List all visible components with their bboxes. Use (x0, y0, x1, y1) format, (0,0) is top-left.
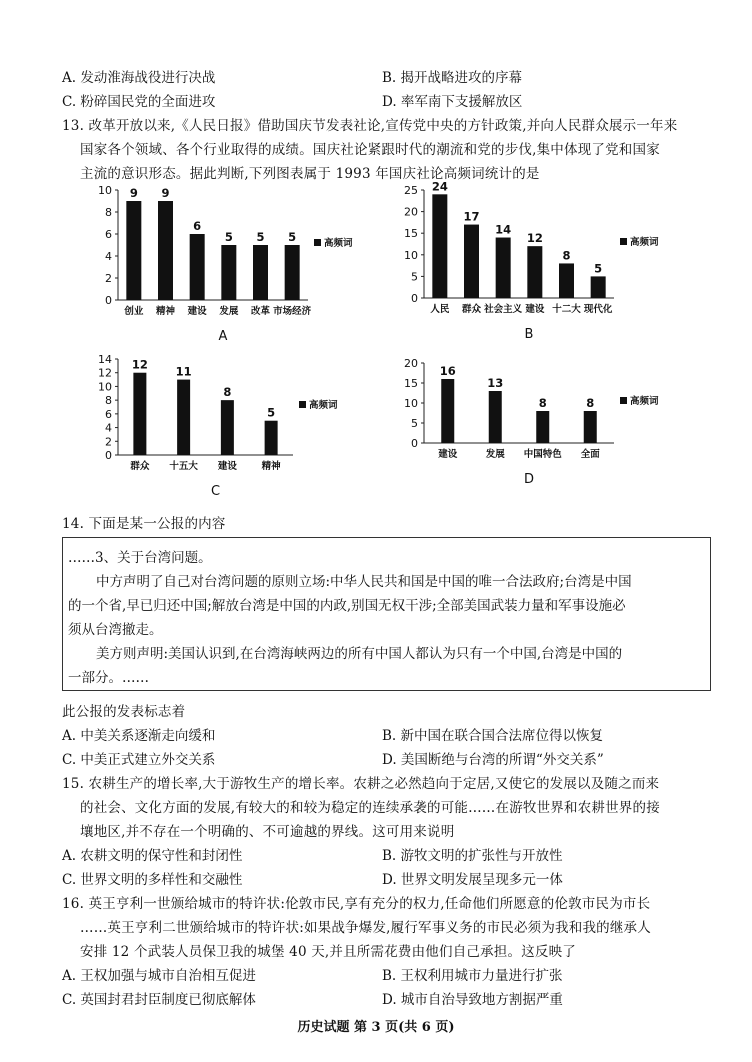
bar (591, 276, 606, 298)
y-tick-label: 15 (404, 227, 418, 241)
data-label: 16 (439, 364, 456, 378)
category-label: 群众 (130, 461, 150, 472)
category-label: 精神 (155, 306, 176, 317)
category-label: 建设 (217, 461, 237, 472)
bar (536, 411, 549, 443)
category-label: 十五大 (169, 461, 198, 472)
communique-line-1: ……3、关于台湾问题。 (68, 550, 212, 566)
panel-letter: A (218, 329, 228, 344)
bar (177, 380, 190, 455)
category-label: 中国特色 (523, 449, 562, 460)
q13-line-3: 主流的意识形态。据此判断,下列图表属于 1993 年国庆社论高频词统计的是 (80, 166, 540, 182)
y-tick-label: 10 (98, 184, 112, 197)
q15-line-1: 15. 农耕生产的增长率,大于游牧生产的增长率。农耕之必然趋向于定居,又使它的发展以及随之而来 (62, 776, 660, 792)
q16-option-d: D. 城市自治导致地方割据严重 (382, 992, 563, 1008)
communique-line-5: 美方则声明:美国认识到,在台湾海峡两边的所有中国人都认为只有一个中国,台湾是中国的 (96, 646, 623, 662)
bar (253, 245, 268, 300)
y-tick-label: 15 (404, 377, 418, 390)
q14-option-d: D. 美国断绝与台湾的所谓“外交关系” (382, 752, 604, 768)
data-label: 5 (594, 261, 603, 276)
y-tick-label: 8 (105, 394, 112, 408)
y-tick-label: 0 (105, 449, 112, 462)
bar (527, 246, 542, 298)
q15-line-3: 壤地区,并不存在一个明确的、不可逾越的界线。这可用来说明 (80, 824, 455, 840)
bar (464, 225, 479, 298)
q12-option-a: A. 发动淮海战役进行决战 (62, 70, 216, 86)
panel-letter: D (523, 472, 535, 487)
communique-line-6: 一部分。…… (68, 670, 149, 686)
bar (190, 234, 205, 300)
legend-label: 高频词 (324, 238, 353, 249)
category-label: 十二大 (552, 304, 581, 315)
q16-option-c: C. 英国封君封臣制度已彻底解体 (62, 992, 256, 1008)
q12-option-d: D. 率军南下支援解放区 (382, 94, 523, 110)
chart-d (396, 350, 706, 500)
category-label: 群众 (461, 304, 482, 315)
bar (559, 263, 574, 298)
q16-option-b: B. 王权利用城市力量进行扩张 (382, 968, 563, 984)
data-label: 8 (586, 396, 595, 410)
chart-b (396, 180, 706, 345)
panel-letter: C (210, 484, 221, 499)
bar (441, 379, 454, 443)
data-label: 13 (487, 376, 504, 390)
data-label: 8 (538, 396, 547, 410)
bar (221, 245, 236, 300)
y-tick-label: 5 (411, 417, 418, 430)
q14-option-a: A. 中美关系逐渐走向缓和 (62, 728, 216, 744)
y-tick-label: 0 (411, 437, 418, 450)
data-label: 12 (131, 357, 148, 372)
y-tick-label: 6 (105, 228, 112, 241)
q14-option-b: B. 新中国在联合国合法席位得以恢复 (382, 728, 604, 744)
page-footer: 历史试题 第 3 页(共 6 页) (297, 1020, 455, 1035)
q14-title: 14. 下面是某一公报的内容 (62, 516, 226, 532)
chart-c (90, 350, 400, 500)
q15-option-b: B. 游牧文明的扩张性与开放性 (382, 848, 563, 864)
y-tick-label: 2 (105, 435, 112, 449)
y-tick-label: 0 (411, 292, 418, 305)
category-label: 全面 (580, 449, 600, 460)
category-label: 精神 (261, 461, 281, 472)
category-label: 人民 (430, 304, 450, 315)
y-tick-label: 10 (98, 380, 112, 394)
communique-line-4: 须从台湾撤走。 (68, 622, 163, 638)
category-label: 发展 (485, 449, 505, 460)
y-tick-label: 6 (105, 407, 112, 421)
category-label: 发展 (219, 306, 239, 317)
y-tick-label: 10 (404, 248, 418, 262)
data-label: 8 (562, 248, 571, 263)
y-tick-label: 14 (98, 353, 112, 366)
q15-option-a: A. 农耕文明的保守性和封闭性 (62, 848, 243, 864)
category-label: 市场经济 (273, 306, 312, 317)
category-label: 建设 (187, 306, 207, 317)
data-label: 17 (463, 209, 480, 224)
chart-a (90, 180, 400, 345)
category-label: 社会主义 (484, 304, 523, 315)
q12-option-c: C. 粉碎国民党的全面进攻 (62, 94, 216, 110)
y-tick-label: 0 (105, 294, 112, 307)
data-label: 8 (223, 385, 232, 400)
q13-line-1: 13. 改革开放以来,《人民日报》借助国庆节发表社论,宣传党中央的方针政策,并向人民群众展示一年来 (62, 118, 678, 134)
y-tick-label: 20 (404, 205, 418, 219)
q14-option-c: C. 中美正式建立外交关系 (62, 752, 216, 768)
category-label: 建设 (438, 449, 458, 460)
data-label: 12 (526, 231, 543, 246)
legend-swatch (620, 397, 627, 404)
bar (489, 391, 502, 443)
y-tick-label: 10 (404, 397, 418, 410)
legend-label: 高频词 (630, 237, 659, 248)
legend-label: 高频词 (309, 400, 338, 411)
q16-option-a: A. 王权加强与城市自治相互促进 (62, 968, 256, 984)
data-label: 9 (129, 186, 138, 200)
y-tick-label: 20 (404, 357, 418, 370)
data-label: 6 (193, 219, 202, 233)
communique-line-3: 的一个省,早已归还中国;解放台湾是中国的内政,别国无权干涉;全部美国武装力量和军事设施必 (68, 598, 626, 614)
panel-letter: B (524, 327, 534, 342)
q15-line-2: 的社会、文化方面的发展,有较大的和较为稳定的连续承袭的可能……在游牧世界和农耕世界的接 (80, 800, 660, 816)
y-tick-label: 12 (98, 366, 112, 380)
category-label: 现代化 (583, 304, 613, 315)
category-label: 建设 (525, 304, 545, 315)
q12-option-b: B. 揭开战略进攻的序幕 (382, 70, 523, 86)
category-label: 改革 (250, 306, 271, 317)
q16-line-1: 16. 英王亨利一世颁给城市的特许状:伦敦市民,享有充分的权力,任命他们所愿意的伦敦市民为市长 (62, 896, 651, 912)
y-tick-label: 8 (105, 206, 112, 219)
data-label: 11 (175, 364, 192, 379)
q16-line-2: ……英王亨利二世颁给城市的特许状:如果战争爆发,履行军事义务的市民必须为我和我的继承人 (80, 920, 651, 936)
y-tick-label: 5 (411, 270, 418, 284)
data-label: 24 (431, 180, 448, 194)
bar (496, 238, 511, 298)
data-label: 5 (288, 230, 297, 244)
bar (285, 245, 300, 300)
bar (158, 201, 173, 300)
bar (432, 194, 447, 298)
data-label: 5 (224, 230, 233, 244)
bar (126, 201, 141, 300)
q14-stem: 此公报的发表标志着 (62, 704, 186, 720)
data-label: 9 (161, 186, 170, 200)
data-label: 5 (256, 230, 265, 244)
bar (221, 400, 234, 455)
bar (133, 373, 146, 455)
legend-swatch (299, 401, 306, 408)
q15-option-d: D. 世界文明发展呈现多元一体 (382, 872, 563, 888)
q13-line-2: 国家各个领域、各个行业取得的成绩。国庆社论紧跟时代的潮流和党的步伐,集中体现了党和国家 (80, 142, 660, 158)
y-tick-label: 25 (404, 184, 418, 197)
q16-line-3: 安排 12 个武装人员保卫我的城堡 40 天,并且所需花费由他们自己承担。这反映了 (80, 944, 577, 960)
y-tick-label: 2 (105, 272, 112, 285)
y-tick-label: 4 (105, 250, 112, 263)
category-label: 创业 (124, 306, 144, 317)
bar (584, 411, 597, 443)
legend-swatch (620, 238, 627, 245)
y-tick-label: 4 (105, 421, 112, 435)
legend-swatch (314, 239, 321, 246)
data-label: 5 (267, 405, 276, 420)
q15-option-c: C. 世界文明的多样性和交融性 (62, 872, 243, 888)
bar (265, 421, 278, 455)
legend-label: 高频词 (630, 396, 659, 407)
communique-line-2: 中方声明了自己对台湾问题的原则立场:中华人民共和国是中国的唯一合法政府;台湾是中国 (96, 574, 632, 590)
data-label: 14 (495, 222, 512, 237)
